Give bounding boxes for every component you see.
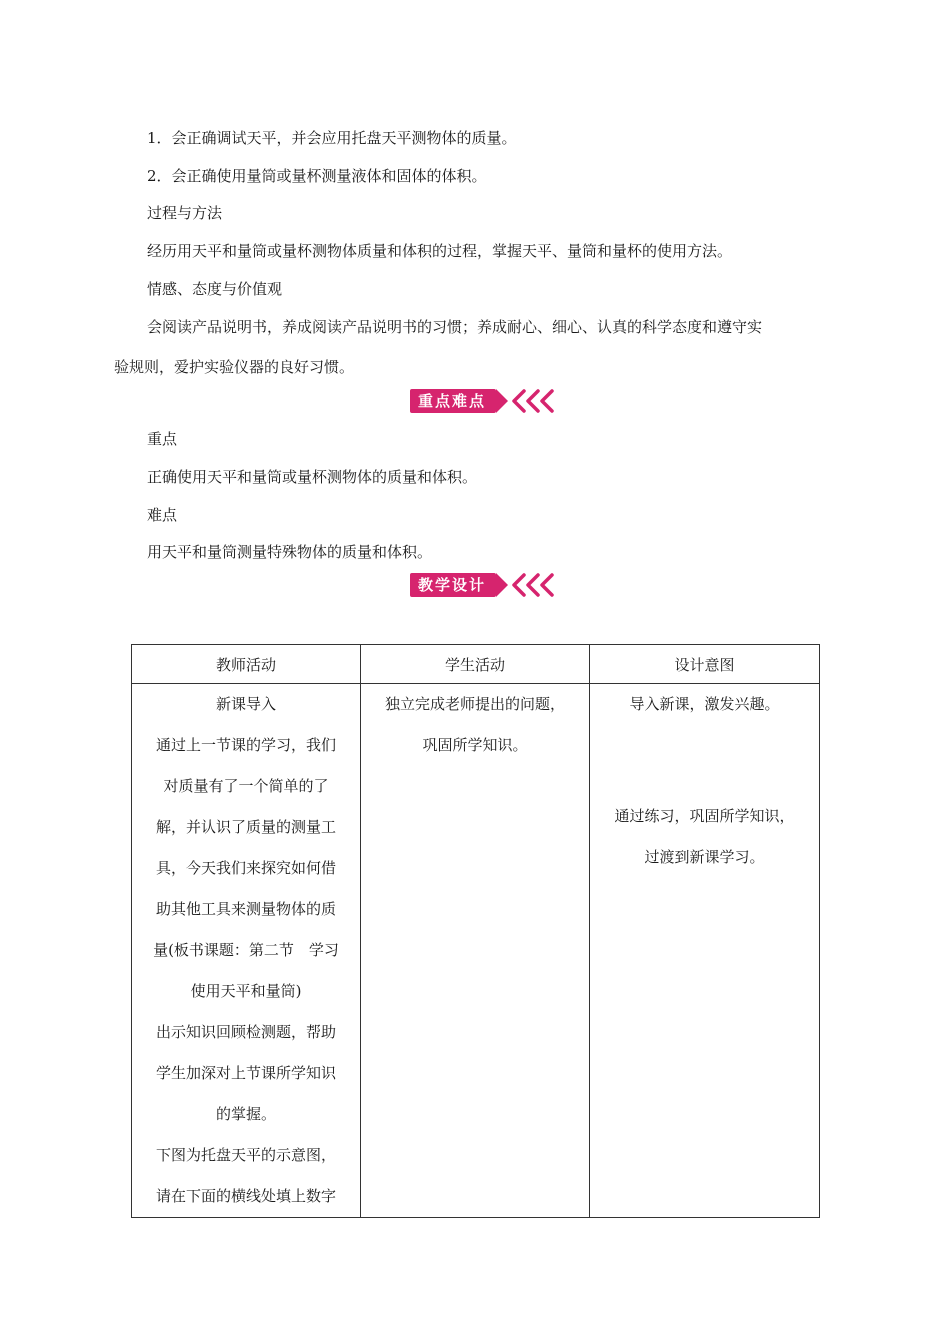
intent-line: 导入新课，激发兴趣。	[629, 695, 780, 713]
teacher-line: 的掌握。	[215, 1105, 276, 1123]
teacher-line: 出示知识回顾检测题，帮助	[155, 1023, 336, 1041]
difficult-heading: 难点	[147, 506, 178, 524]
key-heading: 重点	[147, 430, 178, 448]
objective-1: 1．会正确调试天平，并会应用托盘天平测物体的质量。	[147, 129, 517, 147]
process-heading: 过程与方法	[147, 204, 223, 222]
teacher-line: 请在下面的横线处填上数字	[155, 1187, 336, 1205]
teacher-line: 量(板书课题：第二节 学习	[153, 941, 339, 959]
teacher-line: 下图为托盘天平的示意图，	[155, 1146, 336, 1164]
table-row	[132, 684, 820, 1218]
header-student: 学生活动	[361, 645, 590, 684]
teacher-line: 解，并认识了质量的测量工	[155, 818, 336, 836]
objective-2: 2．会正确使用量筒或量杯测量液体和固体的体积。	[147, 167, 487, 185]
chevrons-icon	[510, 389, 564, 413]
lesson-plan-table	[131, 644, 820, 1218]
teacher-line: 使用天平和量筒)	[190, 982, 302, 1000]
intent-line: 通过练习，巩固所学知识，	[614, 807, 795, 825]
student-line: 巩固所学知识。	[422, 736, 528, 754]
chevrons-icon	[510, 573, 564, 597]
teacher-title: 新课导入	[215, 695, 276, 713]
teacher-line: 学生加深对上节课所学知识	[155, 1064, 336, 1082]
table-header-row	[132, 645, 820, 684]
teacher-line: 通过上一节课的学习，我们	[155, 736, 336, 754]
emotion-heading: 情感、态度与价值观	[147, 280, 283, 298]
header-teacher: 教师活动	[132, 645, 361, 684]
teacher-line: 对质量有了一个简单的了	[163, 777, 329, 795]
student-line: 独立完成老师提出的问题，	[384, 695, 565, 713]
keypoints-banner-label: 重点难点	[410, 389, 496, 413]
header-intent: 设计意图	[590, 645, 820, 684]
teacher-cell	[132, 684, 361, 1218]
design-banner	[410, 570, 564, 600]
intent-cell	[590, 684, 820, 1218]
keypoints-banner	[410, 386, 564, 416]
difficult-text: 用天平和量筒测量特殊物体的质量和体积。	[147, 543, 433, 561]
teacher-line: 助其他工具来测量物体的质	[155, 900, 336, 918]
design-banner-label: 教学设计	[410, 573, 496, 597]
process-text: 经历用天平和量筒或量杯测物体质量和体积的过程，掌握天平、量筒和量杯的使用方法。	[147, 242, 733, 260]
emotion-text-line2: 验规则，爱护实验仪器的良好习惯。	[114, 358, 355, 376]
emotion-text-line1: 会阅读产品说明书，养成阅读产品说明书的习惯；养成耐心、细心、认真的科学态度和遵守实	[147, 318, 763, 336]
key-text: 正确使用天平和量筒或量杯测物体的质量和体积。	[147, 468, 478, 486]
student-cell	[361, 684, 590, 1218]
intent-line: 过渡到新课学习。	[644, 848, 765, 866]
teacher-line: 具，今天我们来探究如何借	[155, 859, 336, 877]
